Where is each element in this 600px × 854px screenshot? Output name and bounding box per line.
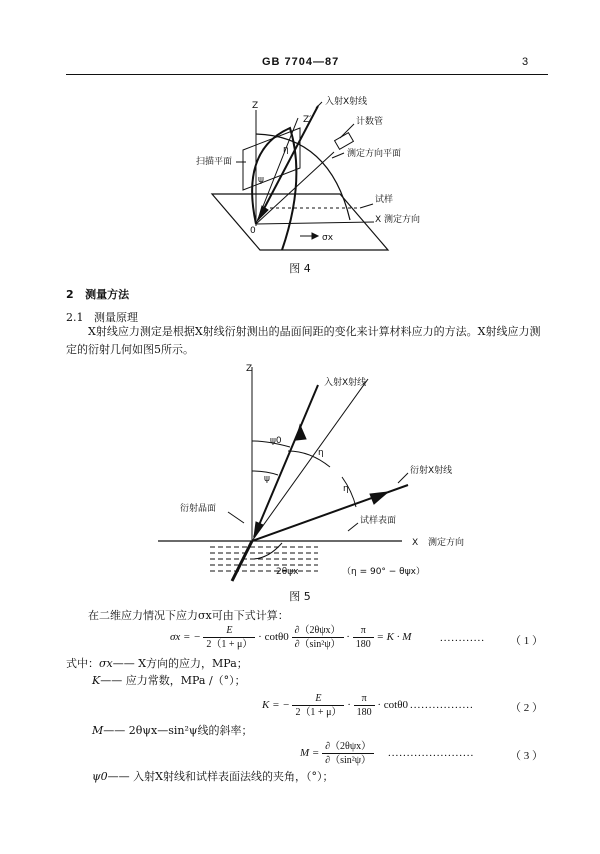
equation-2: K = − $\frac{E}{2(1 + \mu)}$ · $\frac{\pi}{180}$ · cotθ0 — [262, 693, 408, 718]
equation-2-leader: ................. — [410, 699, 474, 711]
fig5-label-incident: 入射X射线 — [324, 378, 367, 388]
fig5-incident-ray — [254, 385, 318, 537]
fig4-label-z: Z — [252, 101, 259, 111]
fig4-measure-arc — [256, 134, 350, 220]
fig5-label-diffracted: 衍射X射线 — [410, 466, 453, 476]
fig4-label-sample: 试样 — [375, 195, 394, 205]
fig4-label-psi: ψ — [258, 175, 264, 185]
figure-5-caption: 图 5 — [289, 590, 311, 603]
intro-line: 在二维应力情况下应力σx可由下式计算： — [88, 609, 289, 622]
def-k: K—— 应力常数，MPa /（°）； — [92, 674, 246, 687]
equation-3-leader: ....................... — [388, 747, 475, 759]
standard-number: GB 7704—87 — [262, 56, 340, 68]
fig4-label-x: X 测定方向 — [375, 215, 421, 225]
figure-5 — [0, 355, 600, 615]
equation-3: M = $\frac{\text{∂（2θψx）}}{\text{∂（sin²ψ）}}$ — [300, 740, 374, 767]
section-2-heading: 2 测量方法 — [66, 288, 130, 301]
figure-4-caption: 图 4 — [289, 262, 311, 275]
fig4-label-incident: 入射X射线 — [325, 97, 368, 107]
fig4-label-eta: η — [283, 145, 289, 155]
def-sigma: 式中：σx—— X方向的应力，MPa； — [66, 657, 248, 670]
fig5-label-z: Z — [246, 364, 253, 374]
fig4-scan-plane — [243, 128, 300, 190]
def-psi0: ψ0—— 入射X射线和试样表面法线的夹角，（°）； — [92, 770, 334, 783]
def-m: M—— 2θψx—sin²ψ线的斜率； — [92, 724, 253, 737]
fig4-label-zprime: Z′ — [303, 115, 312, 125]
fig4-label-scan-plane: 扫描平面 — [196, 157, 233, 167]
fig5-label-x-dir: 测定方向 — [428, 538, 465, 548]
fig4-label-origin: 0 — [250, 226, 256, 236]
equation-1-leader: ............ — [440, 632, 485, 644]
principle-paragraph: X射线应力测定是根据X射线衍射测出的晶面间距的变化来计算材料应力的方法。X射线应力测定的衍射几何如图5所示。 — [66, 325, 541, 356]
fig5-label-diff-plane: 衍射晶面 — [180, 504, 217, 514]
fig5-label-eta-note: （η = 90° − θψx） — [342, 567, 425, 577]
fig5-label-psi0: ψ0 — [270, 436, 282, 446]
fig5-label-x: X — [412, 538, 419, 548]
fig4-x-axis — [256, 222, 374, 224]
fig4-label-sigma: σx — [322, 233, 334, 243]
equation-1: σx = − $\frac{E}{2(1 + \mu)}$ · cotθ0 $\frac{\text{∂（2θψx）}}{\text{∂（sin²ψ）}}$ · $\frac{\pi}{180}$ = K · M — [170, 625, 412, 650]
section-2-1-heading: 2.1 测量原理 — [66, 311, 138, 324]
equation-2-number: （ 2 ） — [510, 702, 543, 714]
equation-1-number: （ 1 ） — [510, 635, 543, 647]
fig5-label-surface: 试样表面 — [360, 516, 397, 526]
fig5-label-psi: ψ — [264, 474, 270, 484]
fig4-label-counter: 计数管 — [356, 117, 384, 127]
figure-4 — [0, 0, 600, 280]
fig5-label-eta2: η — [343, 484, 349, 494]
fig5-label-two-theta: 2θψx — [276, 567, 299, 577]
fig4-label-measure-plane: 测定方向平面 — [347, 149, 402, 159]
equation-3-number: （ 3 ） — [510, 750, 543, 762]
counter-tube-icon — [335, 133, 354, 150]
page-number: 3 — [522, 56, 530, 68]
fig4-diffracted-ray — [256, 152, 334, 224]
fig5-label-eta1: η — [318, 448, 324, 458]
